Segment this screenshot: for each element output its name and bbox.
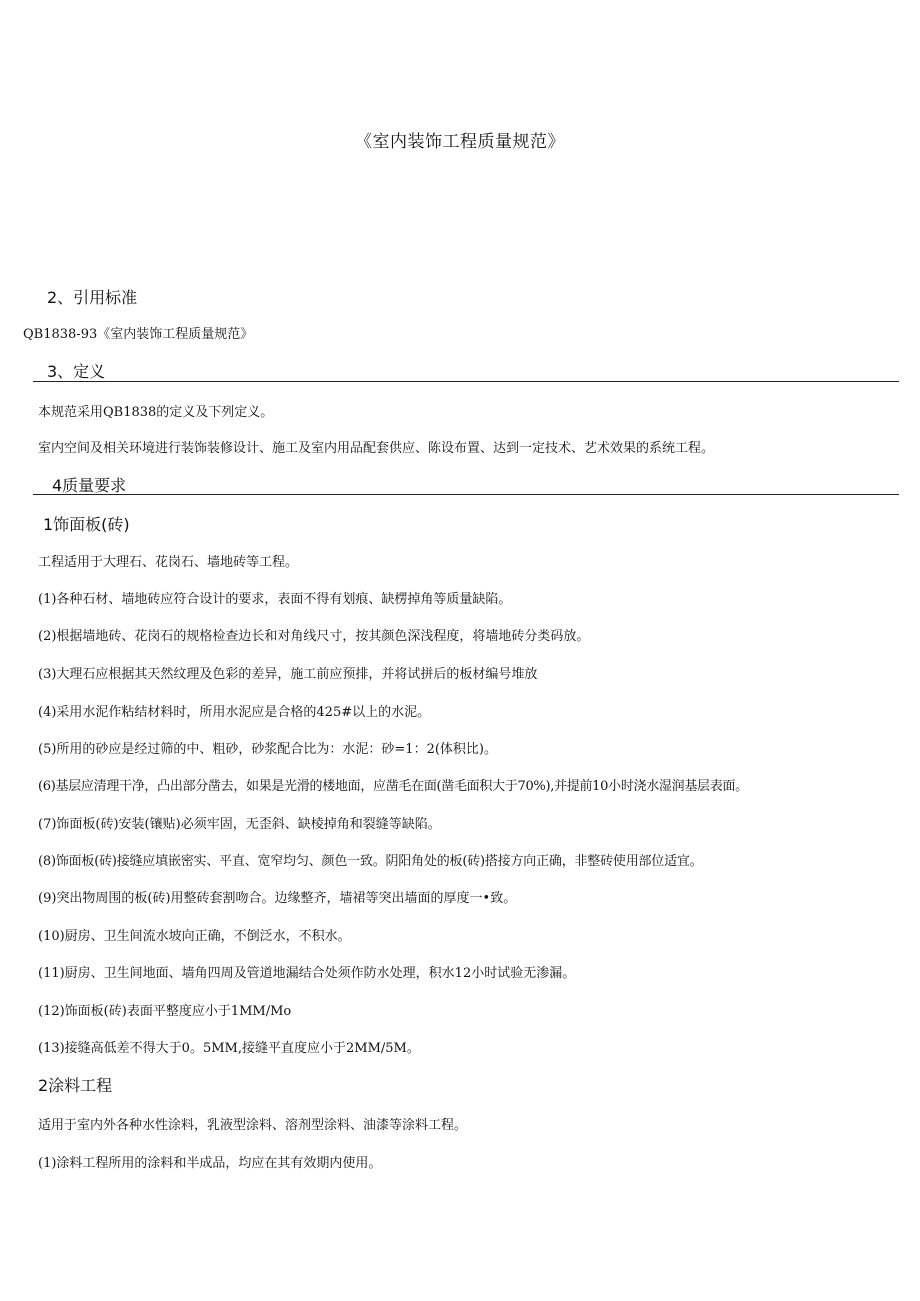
list-item: (6)基层应清理干净，凸出部分凿去，如果是光滑的楼地面，应凿毛在面(凿毛面积大于70%),并提前10小时浇水湿润基层表面。 [38, 779, 748, 794]
list-item: (2)根据墙地砖、花岗石的规格检查边长和对角线尺寸，按其颜色深浅程度，将墙地砖分类码放。 [38, 629, 590, 644]
list-item: (1)涂料工程所用的涂料和半成品，均应在其有效期内使用。 [38, 1156, 382, 1171]
list-item: (1)各种石材、墙地砖应符合设计的要求，表面不得有划痕、缺楞掉角等质量缺陷。 [38, 592, 512, 607]
list-item: (13)接缝高低差不得大于0。5MM,接缝平直度应小于2MM/5M。 [38, 1041, 420, 1056]
list-item: (5)所用的砂应是经过筛的中、粗砂，砂浆配合比为：水泥：砂=1：2(体积比)。 [38, 742, 497, 757]
list-item: (10)厨房、卫生间流水坡向正确，不倒泛水，不积水。 [38, 929, 351, 944]
section-3-paragraph: 本规范采用QB1838的定义及下列定义。 [38, 405, 274, 420]
list-item: (3)大理石应根据其天然纹理及色彩的差异，施工前应预排，并将试拼后的板材编号堆放 [38, 667, 538, 682]
list-item: (8)饰面板(砖)接缝应填嵌密实、平直、宽窄均匀、颜色一致。阴阳角处的板(砖)搭接方向正确，非整砖使用部位适宜。 [38, 854, 703, 869]
section-divider [33, 381, 899, 382]
list-item: (7)饰面板(砖)安装(镶贴)必须牢固，无歪斜、缺棱掉角和裂缝等缺陷。 [38, 817, 441, 832]
section-3-heading: 3、定义 [47, 362, 106, 381]
subsection-1-heading: 1饰面板(砖) [43, 515, 130, 534]
section-2-reference: QB1838-93《室内装饰工程质量规范》 [23, 327, 254, 342]
section-divider [33, 494, 899, 495]
list-item: (12)饰面板(砖)表面平整度应小于1MM/Mo [38, 1004, 292, 1019]
list-item: (4)采用水泥作粘结材料时，所用水泥应是合格的425#以上的水泥。 [38, 705, 431, 720]
list-item: (11)厨房、卫生间地面、墙角四周及管道地漏结合处须作防水处理，积水12小时试验无渗漏。 [38, 966, 576, 981]
list-item: (9)突出物周围的板(砖)用整砖套割吻合。边缘整齐，墙裙等突出墙面的厚度一•致。 [38, 891, 517, 906]
document-title: 《室内装饰工程质量规范》 [355, 132, 565, 152]
section-4-heading: 4质量要求 [52, 476, 127, 495]
subsection-2-intro: 适用于室内外各种水性涂料，乳液型涂料、溶剂型涂料、油漆等涂料工程。 [38, 1118, 468, 1133]
subsection-2-heading: 2涂料工程 [38, 1076, 113, 1095]
section-3-paragraph: 室内空间及相关环境进行装饰装修设计、施工及室内用品配套供应、陈设布置、达到一定技术、艺术效果的系统工程。 [38, 441, 715, 456]
section-2-heading: 2、引用标准 [47, 288, 138, 307]
subsection-1-intro: 工程适用于大理石、花岗石、墙地砖等工程。 [38, 555, 299, 570]
